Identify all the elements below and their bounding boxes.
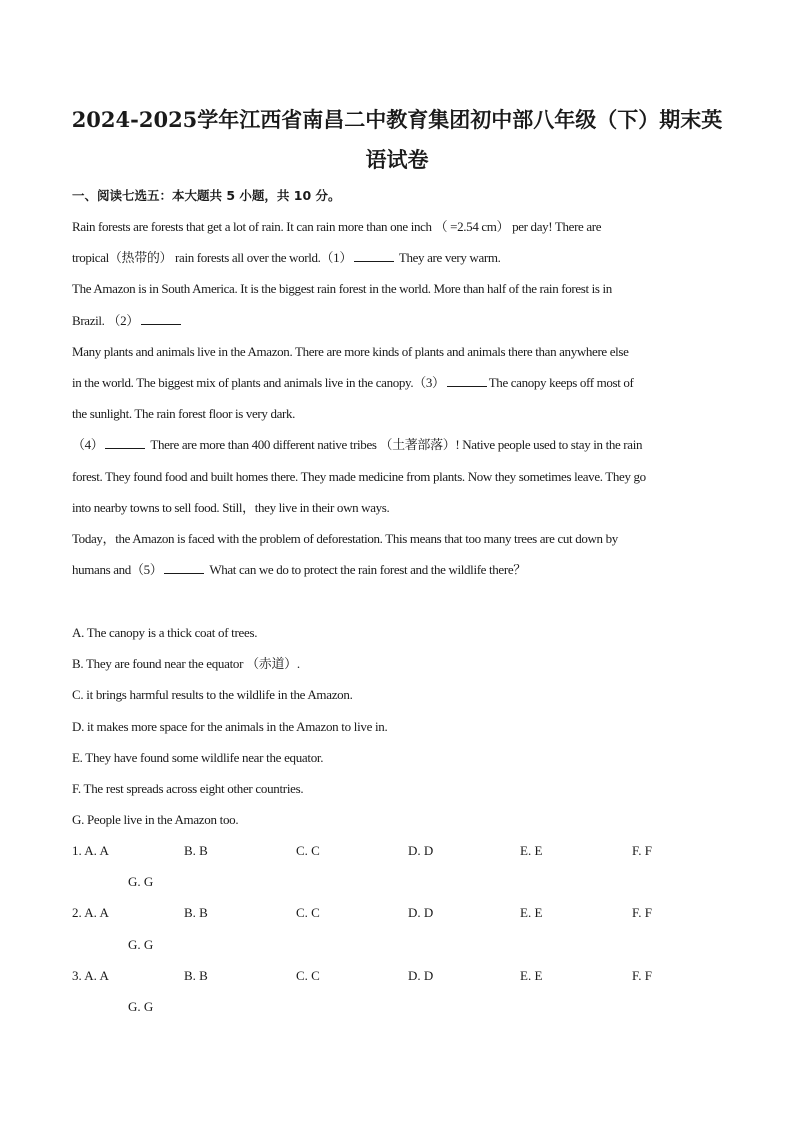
option-f: F. The rest spreads across eight other countries. (72, 780, 304, 796)
choice-e[interactable]: E. E (520, 843, 543, 858)
choice-a[interactable]: 1. A. A (72, 843, 109, 858)
passage-line: forest. They found food and built homes there. They made medicine from plants. Now they sometimes leave. They go (72, 468, 646, 484)
passage-text: There are more than 400 different native tribes （土著部落）! Native people used to stay in the rain (147, 437, 643, 453)
choice-g[interactable]: G. G (128, 936, 154, 952)
choice-g[interactable]: G. G (128, 874, 154, 890)
passage-line: Many plants and animals live in the Amazon. There are more kinds of plants and animals there than anywhere else (72, 343, 629, 359)
passage-text: tropical（热带的） rain forests all over the world.（1） (72, 250, 352, 266)
choice-f[interactable]: F. F (632, 905, 652, 921)
choice-c[interactable]: C. C (296, 843, 320, 858)
option-d: D. it makes more space for the animals in the Amazon to live in. (72, 718, 388, 734)
passage-line (72, 429, 722, 460)
passage-text: （4） (72, 437, 104, 453)
passage-line (72, 242, 722, 273)
question-1-choices-cont (72, 866, 722, 897)
passage-line (72, 367, 722, 398)
question-1-choices (72, 835, 722, 866)
question-3-choices (72, 960, 722, 991)
choice-f[interactable]: F. F (632, 843, 652, 858)
choice-d[interactable]: D. D (408, 967, 434, 983)
option-e: E. They have found some wildlife near the equator. (72, 749, 324, 765)
question-list (72, 835, 722, 1022)
choice-d[interactable]: D. D (408, 905, 434, 921)
option-b: B. They are found near the equator （赤道）. (72, 656, 300, 672)
answer-blank-3 (447, 373, 487, 387)
choice-b[interactable]: B. B (184, 843, 208, 858)
choice-e[interactable]: E. E (520, 967, 543, 983)
passage-text: Brazil. （2） (72, 312, 139, 328)
choice-c[interactable]: C. C (296, 905, 320, 921)
passage-text: They are very warm. (395, 250, 501, 266)
answer-blank-4 (105, 435, 145, 449)
section-heading: 一、阅读七选五：本大题共 5 小题，共 10 分。 (72, 188, 341, 203)
answer-blank-5 (164, 560, 204, 574)
passage-line (72, 554, 722, 585)
passage-text: humans and（5） (72, 562, 163, 578)
passage-line: the sunlight. The rain forest floor is very dark. (72, 406, 296, 422)
option-a: A. The canopy is a thick coat of trees. (72, 625, 258, 640)
choice-f[interactable]: F. F (632, 967, 652, 983)
choice-c[interactable]: C. C (296, 967, 320, 983)
question-2-choices (72, 897, 722, 928)
exam-title-line-1: 2024-2025学年江西省南昌二中教育集团初中部八年级（下）期末英 (71, 107, 723, 132)
option-list (72, 617, 387, 835)
passage-line: Today，the Amazon is faced with the problem of deforestation. This means that too many trees are cut down by (72, 530, 618, 546)
answer-blank-1 (354, 248, 394, 262)
answer-blank-2 (141, 311, 181, 325)
option-g: G. People live in the Amazon too. (72, 812, 239, 828)
option-c: C. it brings harmful results to the wildlife in the Amazon. (72, 687, 353, 703)
passage-text: What can we do to protect the rain forest and the wildlife there？ (206, 562, 526, 578)
passage-text: in the world. The biggest mix of plants and animals live in the canopy.（3） (72, 374, 445, 390)
exam-title (60, 100, 734, 180)
question-3-choices-cont (72, 991, 722, 1022)
choice-a[interactable]: 2. A. A (72, 905, 109, 921)
passage-line: The Amazon is in South America. It is the biggest rain forest in the world. More than half of the rain forest is in (72, 281, 612, 297)
choice-d[interactable]: D. D (408, 843, 434, 858)
choice-e[interactable]: E. E (520, 905, 543, 921)
choice-b[interactable]: B. B (184, 905, 208, 921)
passage-line: into nearby towns to sell food. Still，they live in their own ways. (72, 499, 390, 515)
exam-title-line-2: 语试卷 (365, 147, 429, 172)
passage-line: Rain forests are forests that get a lot of rain. It can rain more than one inch （ =2.54 cm） per day! There are (72, 219, 602, 234)
question-2-choices-cont (72, 929, 722, 960)
passage-line (72, 305, 722, 336)
choice-g[interactable]: G. G (128, 998, 154, 1014)
passage-text: The canopy keeps off most of (488, 374, 634, 390)
choice-b[interactable]: B. B (184, 967, 208, 983)
reading-passage (72, 211, 722, 585)
choice-a[interactable]: 3. A. A (72, 967, 109, 983)
